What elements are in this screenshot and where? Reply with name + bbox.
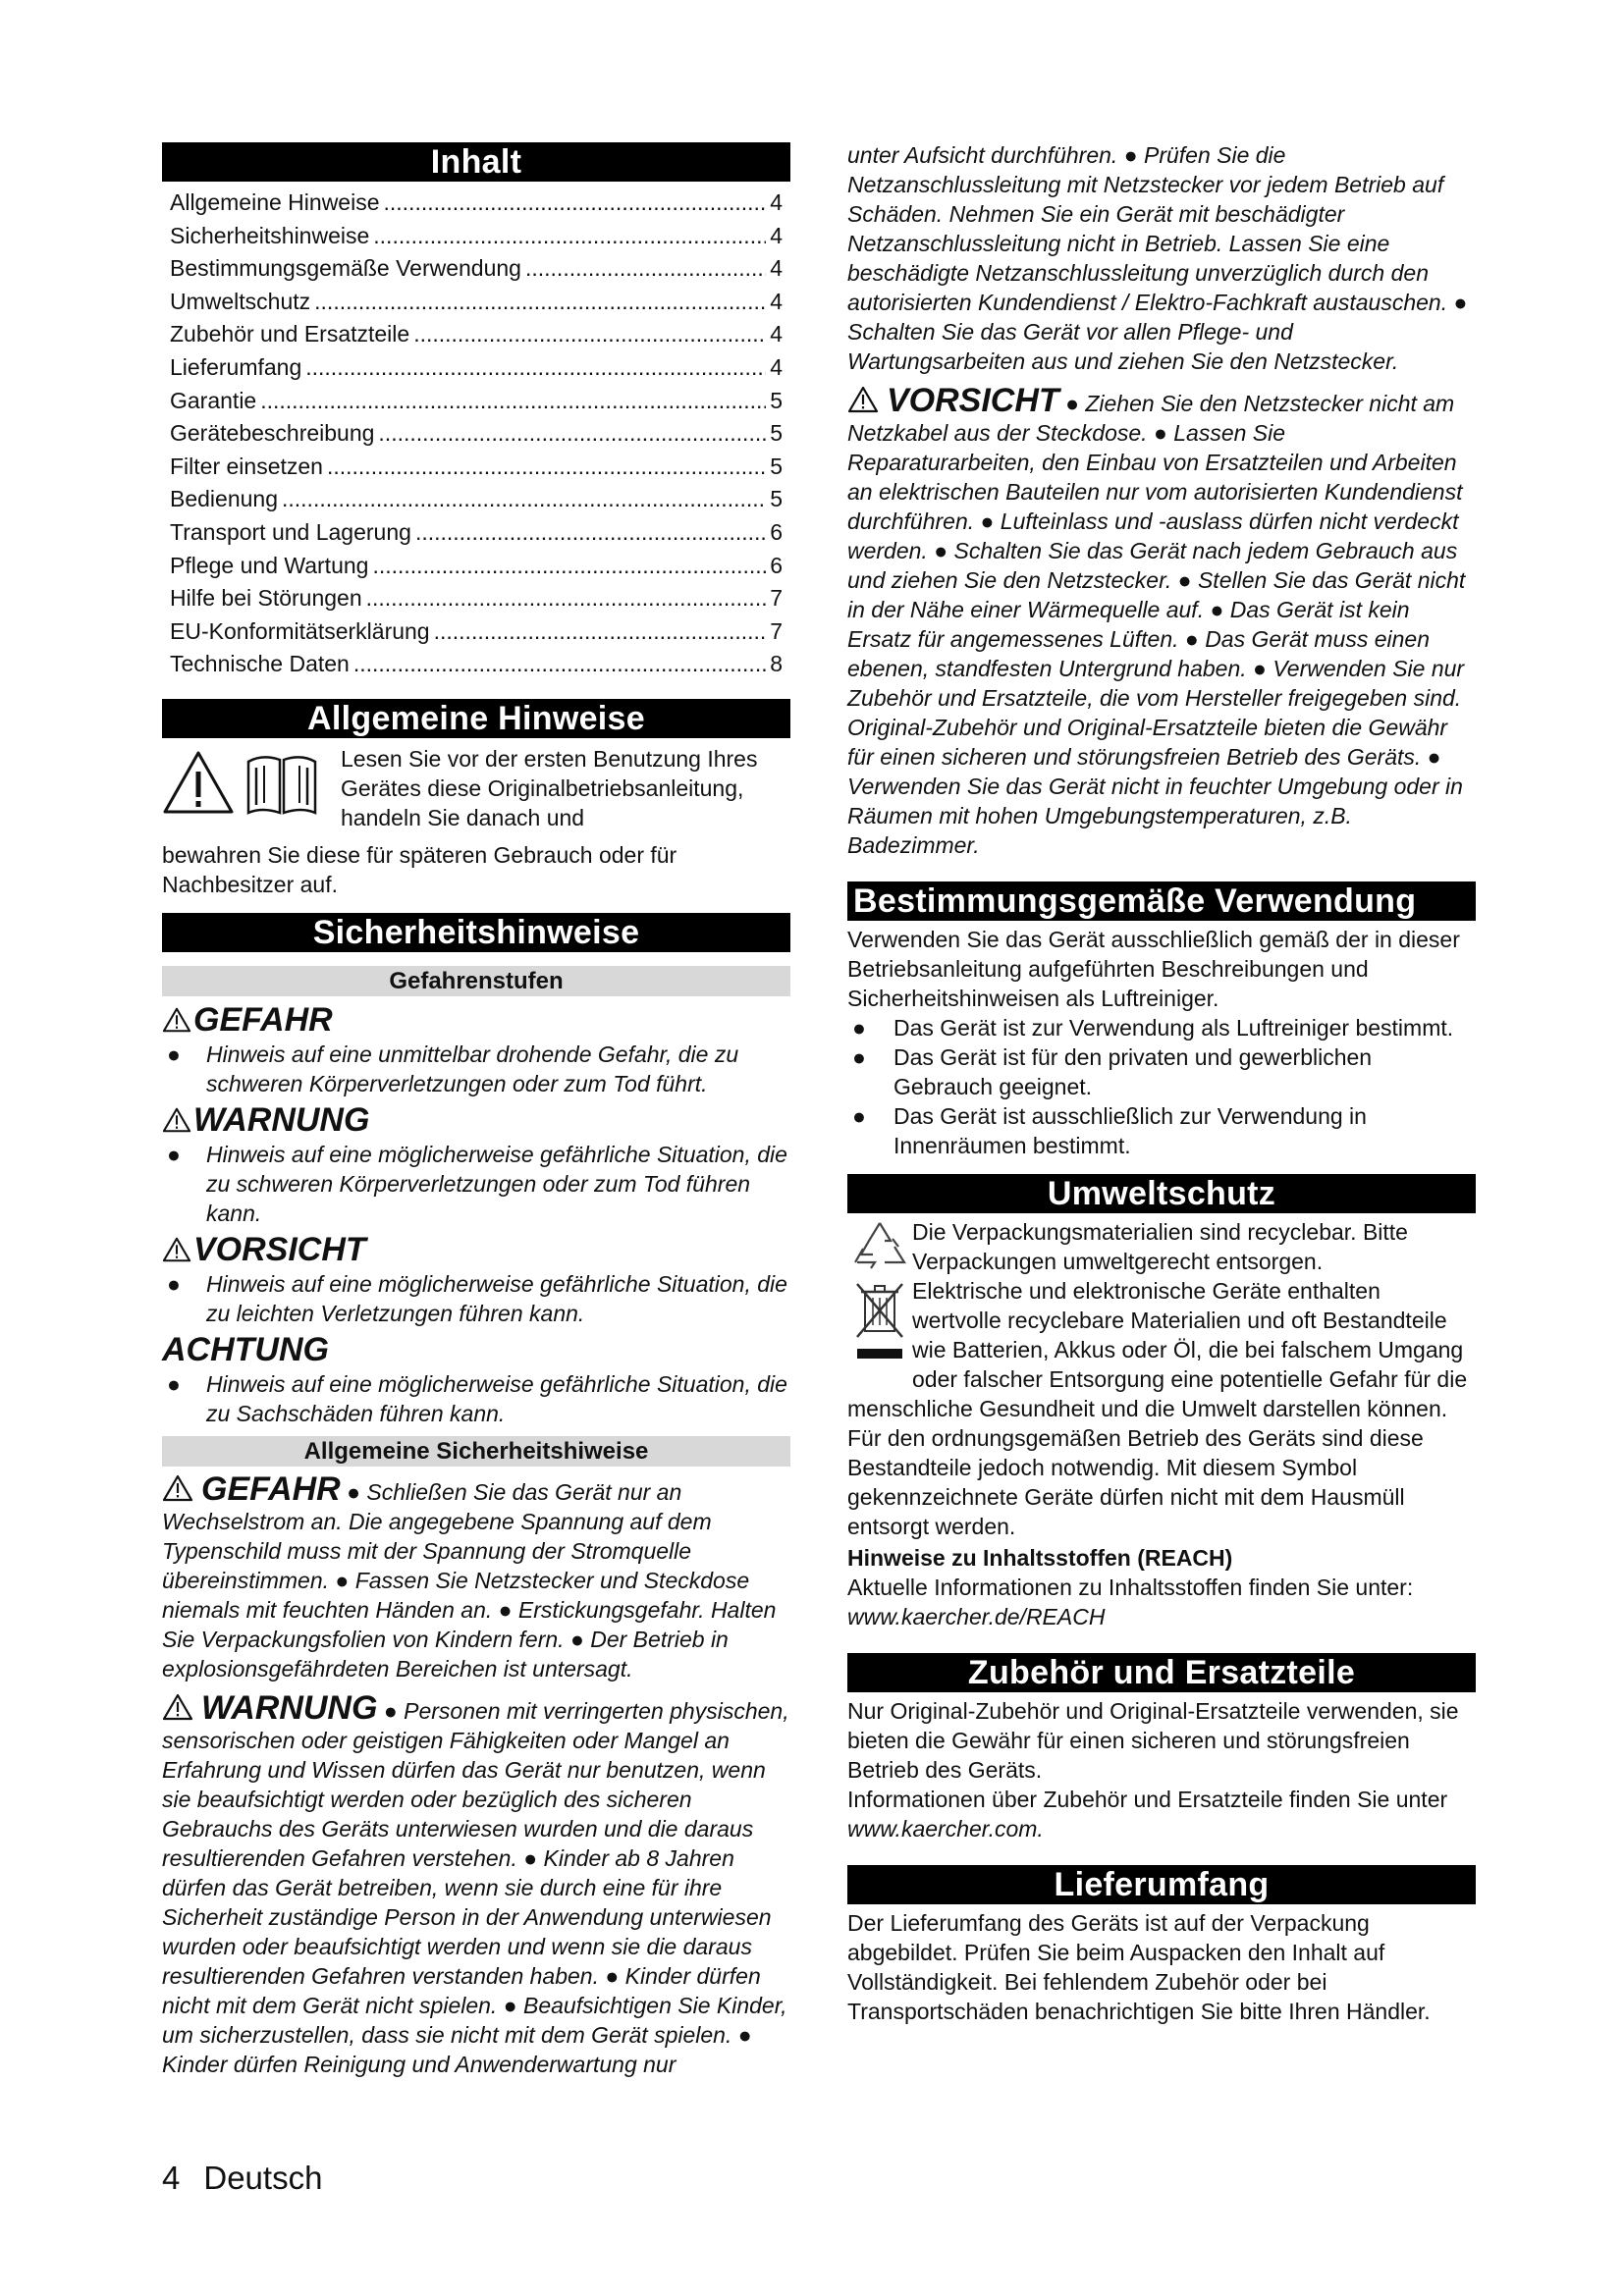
hazard-level-gefahr: GEFAHR ● Hinweis auf eine unmittelbar drohende Gefahr, die zu schweren Körperverletzungen oder zum Tod führt. xyxy=(162,1000,790,1098)
zubehoer-text-2: Informationen über Zubehör und Ersatzteile finden Sie unter xyxy=(847,1787,1448,1812)
hazard-level-warnung: WARNUNG ● Hinweis auf eine möglicherweise gefährliche Situation, die zu schweren Körperverletzungen oder zum Tod führen kann. xyxy=(162,1100,790,1228)
toc-item[interactable]: Lieferumfang ..... 4 xyxy=(170,351,783,385)
manual-icons xyxy=(162,744,341,840)
warnung-continued-text: unter Aufsicht durchführen. ● Prüfen Sie die Netzanschlussleitung mit Netzstecker vor jedem Betrieb auf Schäden. Nehmen Sie ein Gerät mit beschädigter Netzanschlussleitung nicht in Betrieb. Lassen Sie eine beschädigte Netzanschlussleitung unverzüglich durch den autorisierten Kundendienst / Elektro-Fachkraft austauschen. ● Schalten Sie das Gerät vor allen Pflege- und Wartungsarbeiten aus und ziehen Sie den Netzstecker. xyxy=(847,142,1468,374)
toc-item[interactable]: Gerätebeschreibung ..... 5 xyxy=(170,417,783,451)
toc-item[interactable]: Umweltschutz ..... 4 xyxy=(170,286,783,319)
warnung-text: ● Personen mit verringerten physischen, sensorischen oder geistigen Fähigkeiten oder Mangel an Erfahrung und Wissen dürfen das Gerät nur benutzen, wenn sie beaufsichtigt werden oder bezüglich des sicheren Gebrauchs des Geräts unterwiesen wurden und die daraus resultierenden Gefahren verstehen. ● Kinder ab 8 Jahren dürfen das Gerät betreiben, wenn sie durch eine für ihre Sicherheit zuständige Person in der Anwendung unterwiesen wurden oder beaufsichtigt werden und wenn sie die daraus resultierenden Gefahren verstanden haben. ● Kinder dürfen nicht mit dem Gerät nicht spielen. ● Beaufsichtigen Sie Kinder, um sicherzustellen, dass sie nicht mit dem Gerät spielen. ● Kinder dürfen Reinigung und Anwenderwartung nur xyxy=(162,1697,789,2077)
zubehoer-paragraph-2 xyxy=(847,1785,1476,1843)
hazard-desc: Hinweis auf eine möglicherweise gefährliche Situation, die zu Sachschäden führen kann. xyxy=(206,1370,787,1426)
reach-paragraph xyxy=(847,1573,1476,1631)
reach-heading: Hinweise zu Inhaltsstoffen (REACH) xyxy=(847,1545,1233,1571)
warning-icon xyxy=(162,1106,191,1134)
reach-link[interactable]: www.kaercher.de/REACH xyxy=(847,1604,1106,1629)
toc-item[interactable]: EU-Konformitätserklärung ..... 7 xyxy=(170,615,783,649)
hazard-name: GEFAHR xyxy=(193,1000,333,1039)
footer-language: Deutsch xyxy=(203,2160,323,2196)
hazard-desc: Hinweis auf eine unmittelbar drohende Gefahr, die zu schweren Körperverletzungen oder zum Tod führt. xyxy=(206,1041,739,1096)
section-title-umweltschutz: Umweltschutz xyxy=(847,1174,1476,1213)
hazard-name: VORSICHT xyxy=(193,1230,366,1268)
hazard-level-achtung: ACHTUNG ● Hinweis auf eine möglicherweise gefährliche Situation, die zu Sachschäden führen kann. xyxy=(162,1330,790,1428)
section-title-zubehoer: Zubehör und Ersatzteile xyxy=(847,1653,1476,1692)
warning-icon xyxy=(162,1236,191,1263)
toc-item[interactable]: Filter einsetzen ..... 5 xyxy=(170,451,783,484)
gefahr-text: ● Schließen Sie das Gerät nur an Wechselstrom an. Die angegebene Spannung auf dem Typenschild muss mit der Spannung der Stromquelle übereinstimmen. ● Fassen Sie Netzstecker und Steckdose niemals mit feuchten Händen an. ● Erstickungsgefahr. Halten Sie Verpackungsfolien von Kindern fern. ● Der Betrieb in explosionsgefährdeten Bereichen ist untersagt. xyxy=(162,1478,777,1682)
toc-title: Inhalt xyxy=(162,142,790,182)
manual-book-icon xyxy=(243,750,321,819)
warning-icon xyxy=(162,750,235,815)
right-column xyxy=(847,140,1476,2026)
warning-icon xyxy=(162,1474,193,1502)
toc-item[interactable]: Bestimmungsgemäße Verwendung ..... 4 xyxy=(170,252,783,286)
vorsicht-text: ● Ziehen Sie den Netzstecker nicht am Netzkabel aus der Steckdose. ● Lassen Sie Reparaturarbeiten, den Einbau von Ersatzteilen und Arbeiten an elektrischen Bauteilen nur vom autorisierten Kundendienst durchführen. ● Lufteinlass und -auslass dürfen nicht verdeckt werden. ● Schalten Sie das Gerät nach jedem Gebrauch aus und ziehen Sie den Netzstecker. ● Stellen Sie das Gerät nicht in der Nähe einer Wärmequelle auf. ● Das Gerät ist kein Ersatz für angemessenes Lüften. ● Das Gerät muss einen ebenen, standfesten Untergrund haben. ● Verwenden Sie nur Zubehör und Ersatzteile, die vom Hersteller freigegeben sind. Original-Zubehör und Original-Ersatzteile bieten die Gewähr für einen sicheren und störungsfreien Betrieb des Geräts. ● Verwenden Sie das Gerät nicht in feuchter Umgebung oder in Räumen mit hohen Umgebungstemperaturen, z.B. Badezimmer. xyxy=(847,391,1466,858)
warnung-paragraph xyxy=(162,1688,790,2079)
left-column xyxy=(162,142,790,2079)
zubehoer-text-1: Nur Original-Zubehör und Original-Ersatzteile verwenden, sie bieten die Gewähr für einen sicheren und störungsfreien Betrieb des Geräts. xyxy=(847,1698,1459,1783)
toc-item[interactable]: Garantie ..... 5 xyxy=(170,385,783,418)
recycle-text: Die Verpackungsmaterialien sind recyclebar. Bitte Verpackungen umweltgerecht entsorgen. xyxy=(912,1219,1408,1274)
warnung-lead: WARNUNG xyxy=(201,1688,378,1727)
warning-icon xyxy=(847,386,879,413)
hazard-level-vorsicht: VORSICHT ● Hinweis auf eine möglicherweise gefährliche Situation, die zu leichten Verletzungen führen kann. xyxy=(162,1230,790,1328)
warning-icon xyxy=(162,1693,193,1721)
toc-item[interactable]: Allgemeine Hinweise ..... 4 xyxy=(170,187,783,220)
section-title-lieferumfang: Lieferumfang xyxy=(847,1865,1476,1904)
zubehoer-link[interactable]: www.kaercher.com. xyxy=(847,1816,1044,1842)
hazard-desc: Hinweis auf eine möglicherweise gefährliche Situation, die zu schweren Körperverletzungen oder zum Tod führen kann. xyxy=(206,1141,787,1226)
toc-item[interactable]: Hilfe bei Störungen ..... 7 xyxy=(170,582,783,615)
table-of-contents xyxy=(162,187,790,681)
reach-text: Aktuelle Informationen zu Inhaltsstoffen finden Sie unter: xyxy=(847,1575,1414,1600)
section-title-bestimmung: Bestimmungsgemäße Verwendung xyxy=(847,881,1476,921)
warning-icon xyxy=(162,1006,191,1034)
toc-item[interactable]: Transport und Lagerung ..... 6 xyxy=(170,516,783,550)
toc-item[interactable]: Technische Daten ..... 8 xyxy=(170,648,783,681)
toc-item[interactable]: Pflege und Wartung ..... 6 xyxy=(170,550,783,583)
umweltschutz-block xyxy=(847,1217,1476,1631)
toc-item[interactable]: Bedienung ..... 5 xyxy=(170,483,783,516)
recycle-icon xyxy=(847,1217,912,1276)
weee-bin-icon xyxy=(847,1276,912,1366)
subtitle-allgemeine-sicherheitshinweise: Allgemeine Sicherheitshiweise xyxy=(162,1436,790,1467)
hazard-name: WARNUNG xyxy=(193,1100,370,1139)
toc-item[interactable]: Sicherheitshinweise ..... 4 xyxy=(170,220,783,253)
section-title-sicherheitshinweise: Sicherheitshinweise xyxy=(162,913,790,952)
lieferumfang-text: Der Lieferumfang des Geräts ist auf der Verpackung abgebildet. Prüfen Sie beim Auspacken den Inhalt auf Vollständigkeit. Bei fehlendem Zubehör oder bei Transportschäden benachrichtigen Sie bitte Ihren Händler. xyxy=(847,1910,1431,2024)
allgemeine-hinweise-text-1: Lesen Sie vor der ersten Benutzung Ihres Gerätes diese Originalbetriebsanleitung, handeln Sie danach und xyxy=(341,745,758,830)
page-number: 4 xyxy=(162,2160,181,2196)
list-item: ● Das Gerät ist für den privaten und gewerblichen Gebrauch geeignet. xyxy=(852,1044,1373,1099)
hazard-name: ACHTUNG xyxy=(162,1330,329,1368)
allgemeine-hinweise-text-2: bewahren Sie diese für späteren Gebrauch oder für Nachbesitzer auf. xyxy=(162,841,677,897)
subtitle-gefahrenstufen: Gefahrenstufen xyxy=(162,966,790,996)
gefahr-paragraph xyxy=(162,1469,790,1683)
section-title-allgemeine-hinweise: Allgemeine Hinweise xyxy=(162,699,790,738)
allgemeine-hinweise-block xyxy=(162,744,790,899)
bestimmung-intro: Verwenden Sie das Gerät ausschließlich gemäß der in dieser Betriebsanleitung aufgeführten Beschreibungen und Sicherheitshinweisen als Luftreiniger. xyxy=(847,927,1460,1011)
vorsicht-paragraph xyxy=(847,382,1476,860)
list-item: ● Das Gerät ist ausschließlich zur Verwendung in Innenräumen bestimmt. xyxy=(852,1103,1367,1158)
gefahr-lead: GEFAHR xyxy=(201,1469,341,1508)
weee-text: Elektrische und elektronische Geräte enthalten wertvolle recyclebare Materialien und oft Bestandteile wie Batterien, Akkus oder Öl, die bei falschem Umgang oder falscher Entsorgung eine potentielle Gefahr für die menschliche Gesundheit und die Umwelt darstellen können. Für den ordnungsgemäßen Betrieb des Geräts sind diese Bestandteile jedoch notwendig. Mit diesem Symbol gekennzeichnete Geräte dürfen nicht mit dem Hausmüll entsorgt werden. xyxy=(847,1278,1468,1539)
list-item: ● Das Gerät ist zur Verwendung als Luftreiniger bestimmt. xyxy=(852,1015,1454,1041)
toc-item[interactable]: Zubehör und Ersatzteile ..... 4 xyxy=(170,318,783,351)
page-footer xyxy=(162,2160,322,2197)
hazard-desc: Hinweis auf eine möglicherweise gefährliche Situation, die zu leichten Verletzungen führen kann. xyxy=(206,1270,787,1326)
vorsicht-lead: VORSICHT xyxy=(887,382,1059,419)
